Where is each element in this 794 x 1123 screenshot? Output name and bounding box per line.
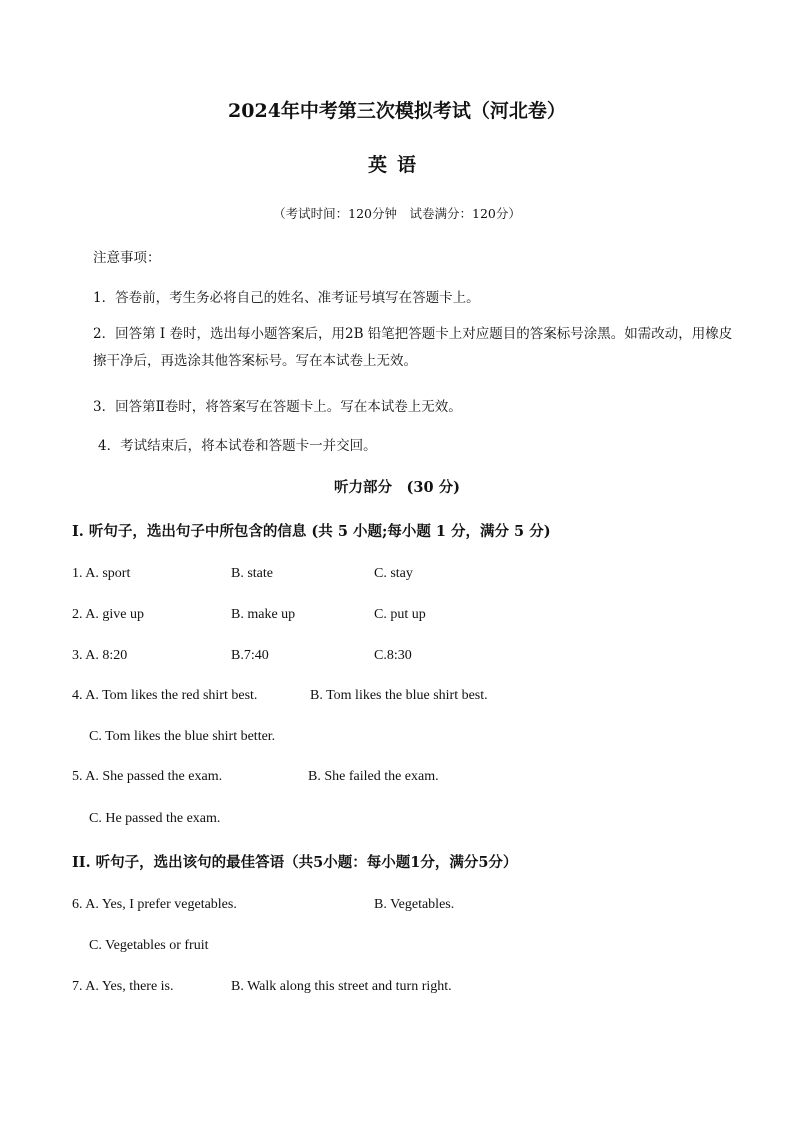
- q2-option-c: C. put up: [374, 607, 426, 622]
- q5-option-a: 5. A. She passed the exam.: [72, 769, 223, 784]
- q2-option-b: B. make up: [231, 607, 296, 622]
- q4-option-a: 4. A. Tom likes the red shirt best.: [72, 688, 258, 703]
- q3-option-b: B.7:40: [231, 648, 269, 663]
- q7-option-b: B. Walk along this street and turn right.: [231, 979, 452, 994]
- q5-option-c: C. He passed the exam.: [89, 811, 221, 826]
- exam-title: 2024年中考第三次模拟考试（河北卷）: [228, 100, 566, 122]
- exam-time-info: （考试时间：120分钟 试卷满分：120分）: [273, 206, 521, 221]
- q6-option-c: C. Vegetables or fruit: [89, 938, 209, 953]
- note-item-1: 1．答卷前，考生务必将自己的姓名、准考证号填写在答题卡上。: [93, 290, 480, 306]
- listening-heading: 听力部分 (30 分): [334, 479, 460, 496]
- q2-option-a: 2. A. give up: [72, 607, 144, 622]
- q6-option-b: B. Vegetables.: [374, 897, 455, 912]
- q3-option-c: C.8:30: [374, 648, 412, 663]
- q1-option-b: B. state: [231, 566, 273, 581]
- q4-option-b: B. Tom likes the blue shirt best.: [310, 688, 488, 703]
- note-item-4: 4．考试结束后，将本试卷和答题卡一并交回。: [98, 438, 377, 454]
- section-1-heading: I. 听句子，选出句子中所包含的信息 (共 5 小题;每小题 1 分，满分 5 分): [72, 523, 551, 540]
- q5-option-b: B. She failed the exam.: [308, 769, 439, 784]
- q1-option-c: C. stay: [374, 566, 413, 581]
- q3-option-a: 3. A. 8:20: [72, 648, 128, 663]
- q7-option-a: 7. A. Yes, there is.: [72, 979, 174, 994]
- section-2-heading: II. 听句子，选出该句的最佳答语（共5小题：每小题1分，满分5分）: [72, 854, 518, 871]
- q6-option-a: 6. A. Yes, I prefer vegetables.: [72, 897, 237, 912]
- note-item-3: 3．回答第Ⅱ卷时，将答案写在答题卡上。写在本试卷上无效。: [93, 399, 462, 415]
- note-item-2: 2．回答第 I 卷时，选出每小题答案后，用2B 铅笔把答题卡上对应题目的答案标号涂黑。如需改动，用橡皮擦干净后，再选涂其他答案标号。写在本试卷上无效。: [93, 326, 733, 369]
- notes-heading: 注意事项：: [93, 250, 161, 266]
- q1-option-a: 1. A. sport: [72, 566, 131, 581]
- q4-option-c: C. Tom likes the blue shirt better.: [89, 729, 276, 744]
- exam-subject: 英语: [367, 154, 426, 176]
